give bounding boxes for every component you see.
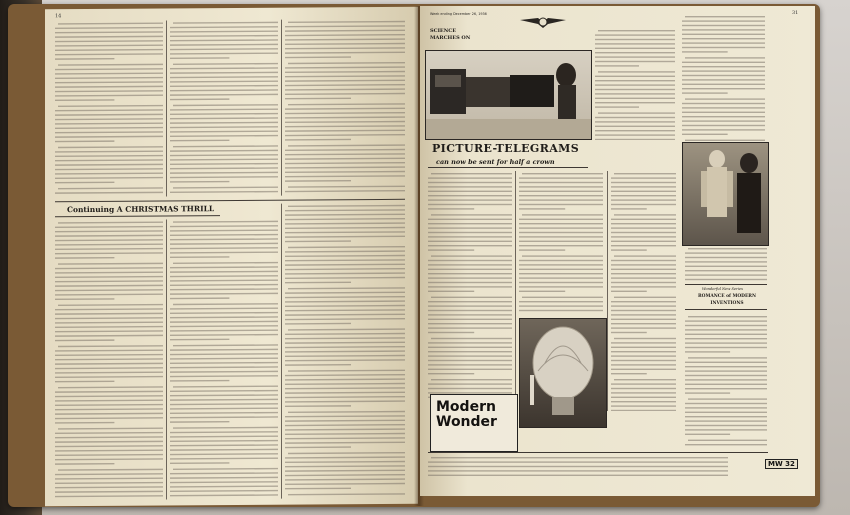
column-rule [166,219,167,499]
column-rule [281,20,282,196]
box-bottom-rule [685,309,767,310]
headline-rule [428,167,588,168]
ad-title-line1: Modern [436,399,496,415]
column-rule [515,171,516,399]
sub-headline: can now be sent for half a crown [436,158,555,166]
anatomy-model-photo [682,142,769,246]
left-upper-col-2 [170,20,278,197]
box-top-rule [685,284,767,285]
right-page [420,6,815,496]
right-lower-col-4 [685,314,767,446]
left-upper-col-3 [285,19,405,196]
left-lower-col-2 [170,219,278,500]
science-kicker: SCIENCE [430,28,457,34]
right-mid-col-2 [519,171,603,313]
winged-logo-icon [518,14,568,30]
column-rule [607,171,608,411]
giant-bulb-photo [519,318,607,428]
heading-underline [55,215,220,217]
photo-caption [685,246,767,282]
left-page-number: 14 [55,13,62,20]
left-lower-col-3 [285,203,405,499]
ad-title-line2: Wonder [436,414,497,430]
continuing-heading: Continuing A CHRISTMAS THRILL [67,204,215,215]
box-heading-top: Wonderful New Series [702,287,743,291]
right-mid-col-1 [428,171,512,399]
right-top-col-2 [595,28,675,140]
footer-rule [428,452,768,453]
issue-date: Week ending December 26, 1936 [430,12,487,16]
telegraph-machine-photo [425,50,592,140]
section-rule [55,199,405,202]
right-top-col-3 [682,14,765,142]
science-sub: MARCHES ON [430,35,471,41]
box-heading-bottom: ROMANCE of MODERN INVENTIONS [698,294,756,306]
left-upper-col-1 [55,20,163,197]
column-rule [166,20,167,196]
mw-badge: MW 32 [765,459,798,469]
left-lower-col-1 [55,219,163,500]
column-rule [281,204,282,499]
left-page [45,7,418,507]
right-page-number: 31 [792,10,799,16]
main-headline: PICTURE-TELEGRAMS [432,142,580,155]
right-mid-col-3 [611,171,676,411]
footer-credits [428,455,728,477]
modern-wonder-ad [430,394,518,452]
